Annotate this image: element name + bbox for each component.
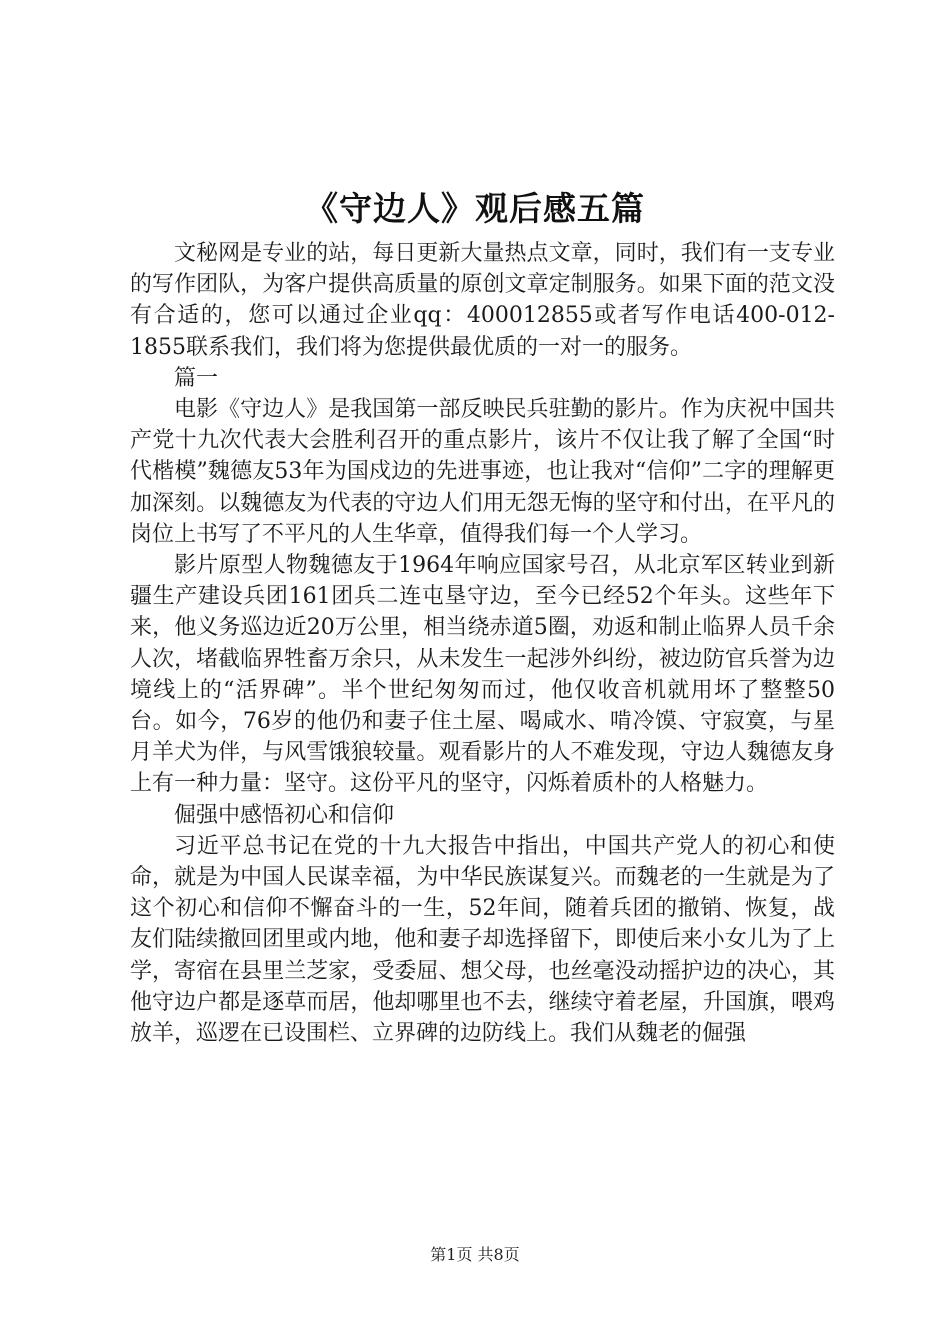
section-heading-1: 篇一 (174, 365, 219, 391)
section-subheading: 倔强中感悟初心和信仰 (174, 802, 395, 828)
document-body (130, 238, 835, 1049)
paragraph: 影片原型人物魏德友于1964年响应国家号召，从北京军区转业到新疆生产建设兵团161团兵二连屯垦守边，至今已经52个年头。这些年下来，他义务巡边近20万公里，相当绕赤道5圈，劝返和制止临界人员千余人次，堵截临界牲畜万余只，从未发生一起涉外纠纷，被边防官兵誉为边境线上的“活界碑”。半个世纪匆匆而过，他仅收音机就用坏了整整50台。如今，76岁的他仍和妻子住土屋、喝咸水、啃冷馍、守寂寞，与星月羊犬为伴，与风雪饿狼较量。观看影片的人不难发现，守边人魏德友身上有一种力量：坚守。这份平凡的坚守，闪烁着质朴的人格魅力。 (130, 553, 835, 797)
paragraph: 习近平总书记在党的十九大报告中指出，中国共产党人的初心和使命，就是为中国人民谋幸福，为中华民族谋复兴。而魏老的一生就是为了这个初心和信仰不懈奋斗的一生，52年间，随着兵团的撤销、恢复，战友们陆续撤回团里或内地，他和妻子却选择留下，即使后来小女儿为了上学，寄宿在县里兰芝家，受委屈、想父母，也丝毫没动摇护边的决心，其他守边户都是逐草而居，他却哪里也不去，继续守着老屋，升国旗，喂鸡放羊，巡逻在已设围栏、立界碑的边防线上。我们从魏老的倔强 (130, 833, 835, 1047)
document-title: 《守边人》观后感五篇 (305, 189, 645, 228)
page-footer: 第1页 共8页 (430, 1245, 520, 1264)
paragraph-intro: 文秘网是专业的站，每日更新大量热点文章，同时，我们有一支专业的写作团队，为客户提供高质量的原创文章定制服务。如果下面的范文没有合适的，您可以通过企业qq：400012855或者写作电话400-012-1855联系我们，我们将为您提供最优质的一对一的服务。 (130, 241, 835, 360)
paragraph: 电影《守边人》是我国第一部反映民兵驻勤的影片。作为庆祝中国共产党十九次代表大会胜利召开的重点影片，该片不仅让我了解了全国“时代楷模”魏德友53年为国戍边的先进事迹，也让我对“信仰”二字的理解更加深刻。以魏德友为代表的守边人们用无怨无悔的坚守和付出，在平凡的岗位上书写了不平凡的人生华章，值得我们每一个人学习。 (130, 397, 835, 547)
